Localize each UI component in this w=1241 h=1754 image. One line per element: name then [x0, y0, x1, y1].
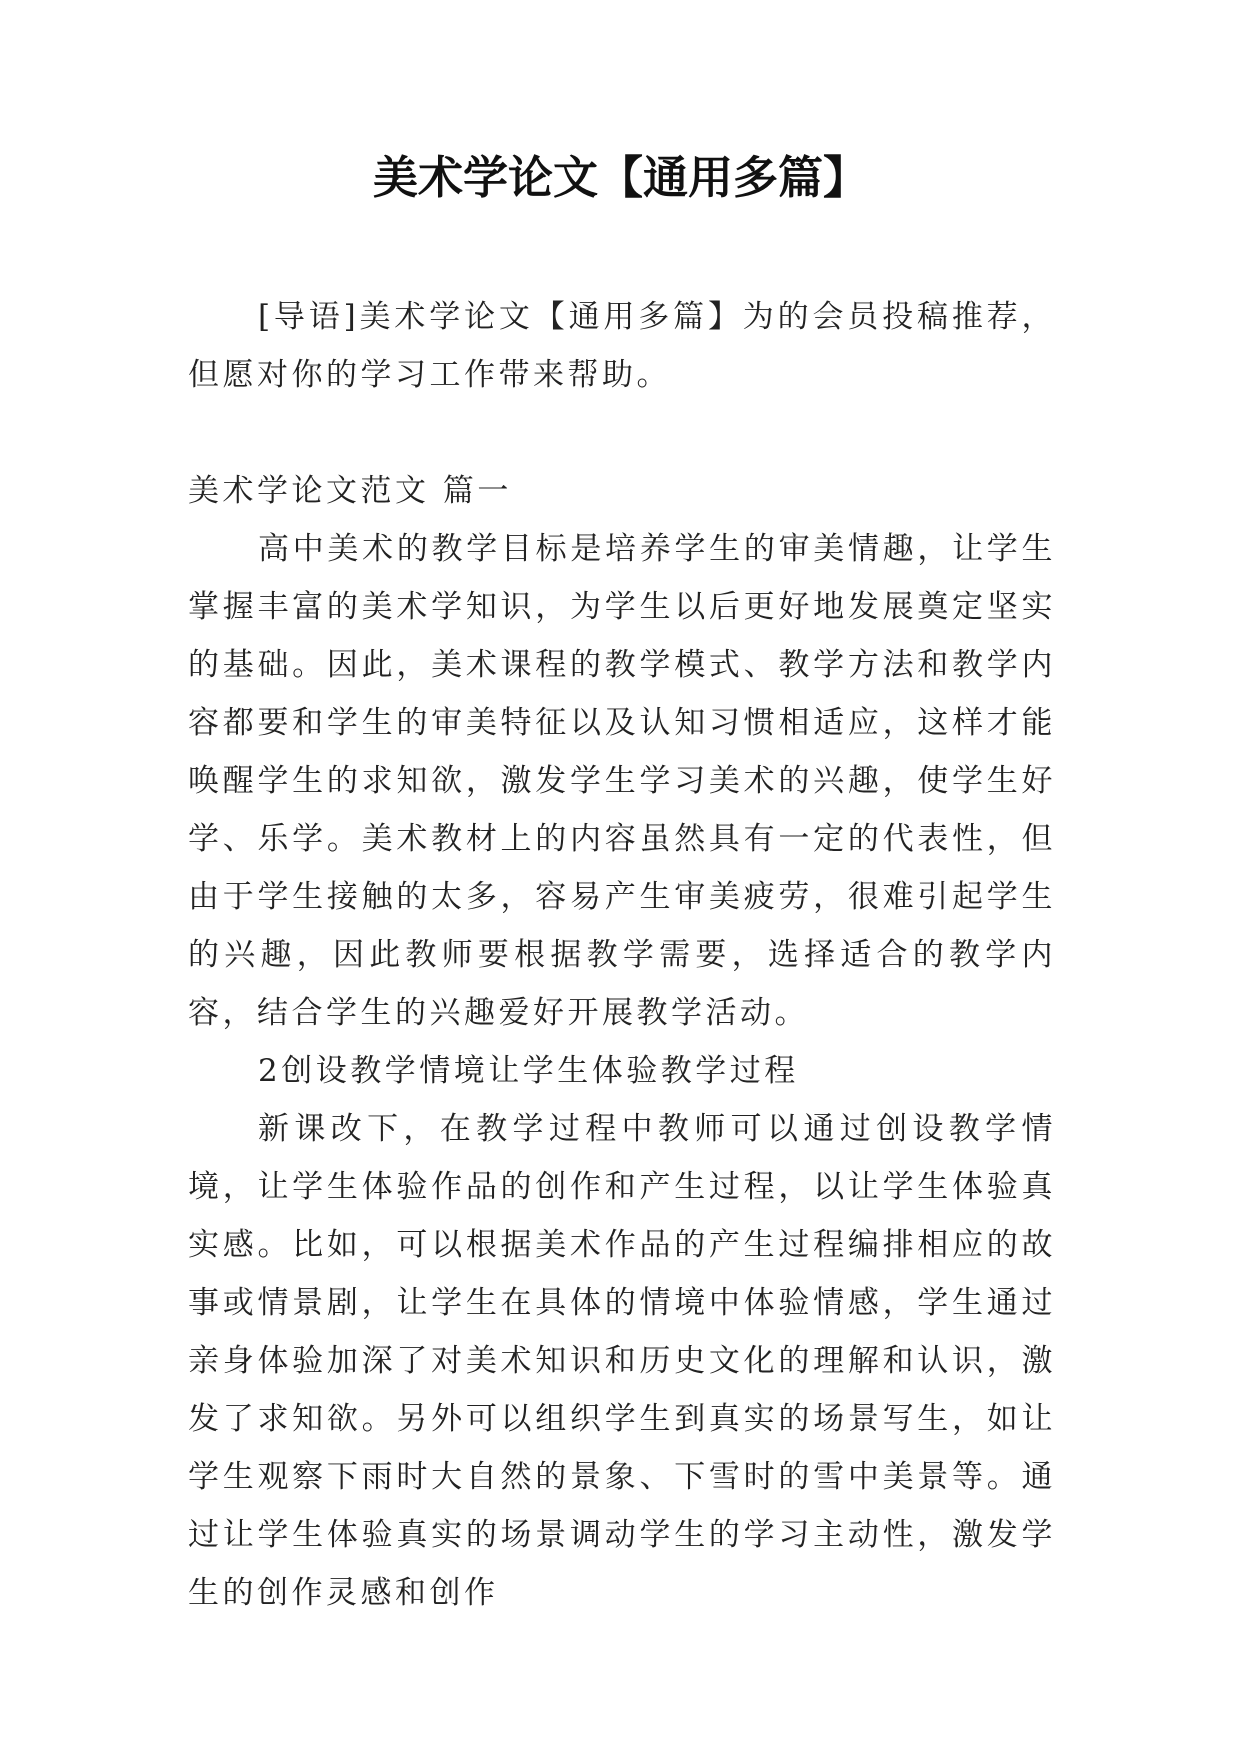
document-title: 美术学论文【通用多篇】 [372, 151, 868, 204]
body-paragraph-2: 新课改下，在教学过程中教师可以通过创设教学情境，让学生体验作品的创作和产生过程，以让学生体验真实感。比如，可以根据美术作品的产生过程编排相应的故事或情景剧，让学生在具体的情境中体验情感，学生通过亲身体验加深了对美术知识和历史文化的理解和认识，激发了求知欲。另外可以组织学生到真实的场景写生，如让学生观察下雨时大自然的景象、下雪时的雪中美景等。通过让学生体验真实的场景调动学生的学习主动性，激发学生的创作灵感和创作 [188, 1111, 1056, 1611]
paragraph-gap [188, 404, 1056, 462]
section-heading: 美术学论文范文 篇一 [188, 473, 512, 509]
intro-paragraph: [导语]美术学论文【通用多篇】为的会员投稿推荐，但愿对你的学习工作带来帮助。 [188, 299, 1056, 393]
body-paragraph-1: 高中美术的教学目标是培养学生的审美情趣，让学生掌握丰富的美术学知识，为学生以后更好地发展奠定坚实的基础。因此，美术课程的教学模式、教学方法和教学内容都要和学生的审美特征以及认知习惯相适应，这样才能唤醒学生的求知欲，激发学生学习美术的兴趣，使学生好学、乐学。美术教材上的内容虽然具有一定的代表性，但由于学生接触的太多，容易产生审美疲劳，很难引起学生的兴趣，因此教师要根据教学需要，选择适合的教学内容，结合学生的兴趣爱好开展教学活动。 [188, 531, 1056, 1031]
document-body [188, 288, 1056, 1622]
subheading-paragraph: 2创设教学情境让学生体验教学过程 [258, 1053, 799, 1089]
